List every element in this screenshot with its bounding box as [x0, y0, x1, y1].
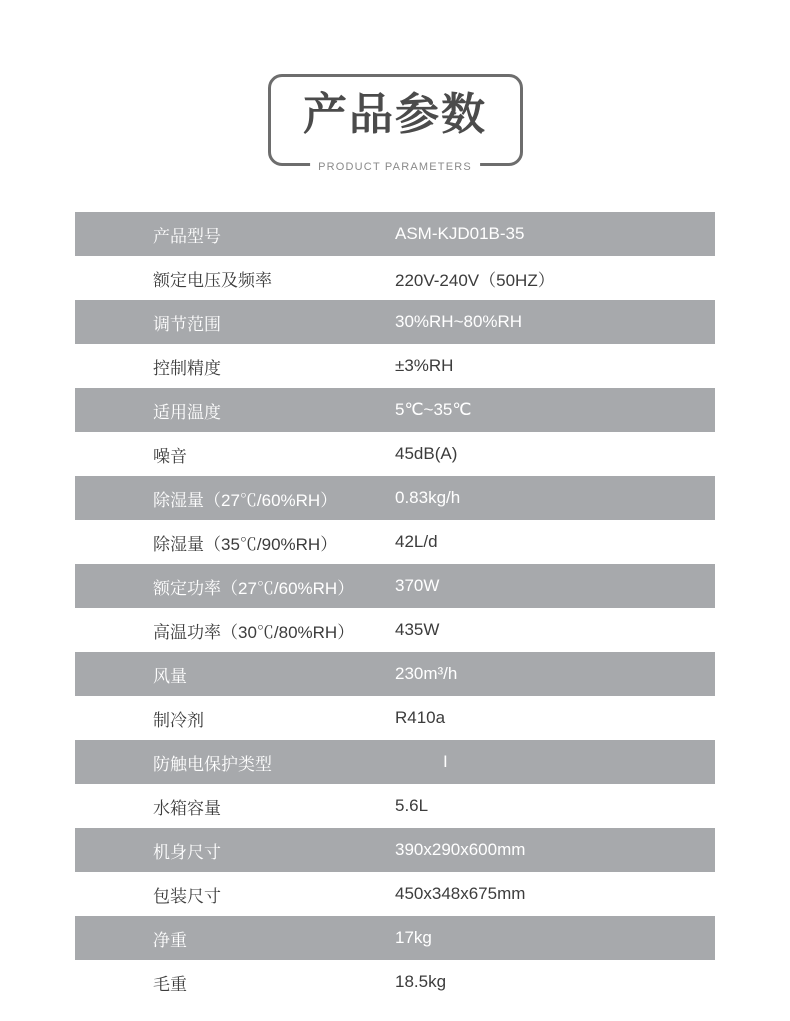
spec-value: 450x348x675mm [395, 884, 526, 903]
spec-value: ASM-KJD01B-35 [395, 224, 525, 243]
table-row [75, 872, 715, 916]
spec-value: 5℃~35℃ [395, 400, 472, 419]
table-row [75, 608, 715, 652]
spec-value: 30%RH~80%RH [395, 312, 523, 331]
table-row [75, 696, 715, 740]
page-title-block [0, 0, 790, 173]
spec-value: 45dB(A) [395, 444, 458, 463]
spec-value: ±3%RH [395, 356, 454, 375]
spec-label: 控制精度 [153, 358, 221, 378]
spec-value: 230m³/h [395, 664, 458, 683]
spec-value: 42L/d [395, 532, 438, 551]
spec-label: 适用温度 [153, 402, 221, 422]
table-row [75, 784, 715, 828]
table-row [75, 476, 715, 520]
spec-value: R410a [395, 708, 446, 727]
table-row [75, 212, 715, 256]
spec-label: 除湿量（35℃/90%RH） [153, 534, 338, 554]
table-row [75, 916, 715, 960]
spec-value: I [443, 752, 448, 771]
spec-label: 额定功率（27℃/60%RH） [153, 578, 355, 598]
spec-label: 机身尺寸 [153, 842, 221, 862]
specification-table [75, 212, 715, 1004]
spec-value: 17kg [395, 928, 432, 947]
spec-label: 风量 [153, 666, 187, 686]
table-row [75, 344, 715, 388]
table-row [75, 960, 715, 1004]
table-row [75, 300, 715, 344]
spec-value: 390x290x600mm [395, 840, 526, 859]
spec-label: 额定电压及频率 [153, 270, 272, 290]
table-row [75, 520, 715, 564]
spec-value: 220V-240V（50HZ） [395, 270, 555, 290]
spec-label: 防触电保护类型 [153, 754, 272, 774]
page-subtitle: PRODUCT PARAMETERS [310, 161, 480, 173]
spec-value: 18.5kg [395, 972, 447, 991]
spec-value: 5.6L [395, 796, 429, 815]
table-row [75, 652, 715, 696]
spec-label: 水箱容量 [153, 798, 221, 818]
table-row [75, 828, 715, 872]
spec-value: 435W [395, 620, 440, 639]
spec-label: 毛重 [153, 974, 187, 994]
table-row [75, 256, 715, 300]
spec-label: 产品型号 [153, 226, 221, 246]
spec-label: 除湿量（27℃/60%RH） [153, 490, 338, 510]
table-row [75, 740, 715, 784]
spec-label: 高温功率（30℃/80%RH） [153, 622, 355, 642]
spec-label: 调节范围 [153, 314, 221, 334]
table-row [75, 432, 715, 476]
specification-table-body [75, 212, 715, 1004]
table-row [75, 388, 715, 432]
page-title: 产品参数 [297, 93, 493, 137]
spec-label: 包装尺寸 [153, 886, 221, 906]
title-frame [268, 74, 523, 173]
spec-label: 制冷剂 [153, 710, 204, 730]
spec-value: 0.83kg/h [395, 488, 461, 507]
spec-label: 净重 [153, 930, 187, 950]
spec-value: 370W [395, 576, 440, 595]
table-row [75, 564, 715, 608]
spec-label: 噪音 [153, 446, 187, 466]
